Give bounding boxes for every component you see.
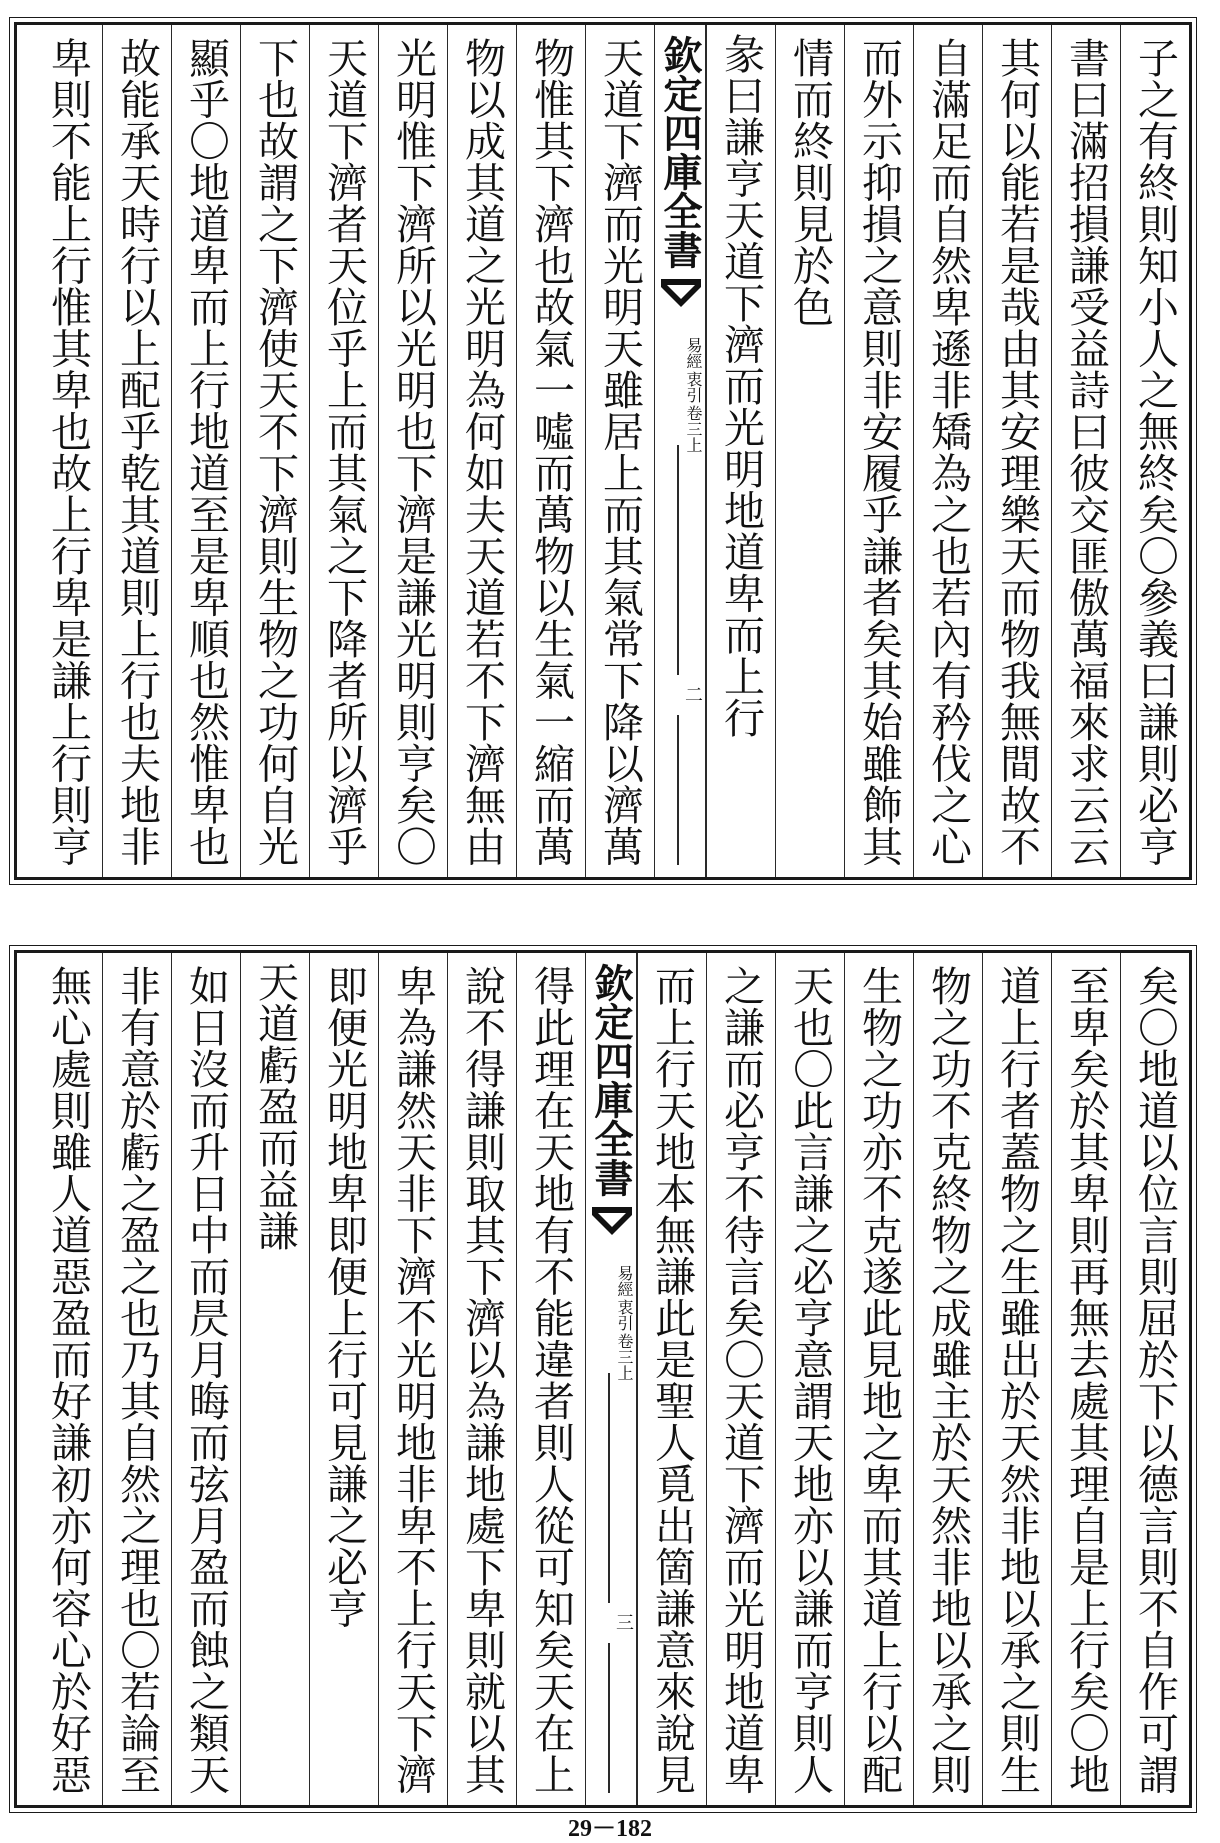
bottom-page	[14, 950, 1192, 1808]
center-band-rule	[677, 445, 679, 675]
book-subname: 衷引	[615, 1299, 634, 1331]
text-column: 書曰滿招損謙受益詩曰彼交匪傲萬福來求云云	[1051, 25, 1120, 877]
text-column: 物以成其道之光明為何如夫天道若不下濟無由	[447, 25, 516, 877]
fish-tail-mark-icon	[590, 1205, 634, 1239]
text-column: 顯乎〇地道卑而上行地道至是卑順也然惟卑也	[171, 25, 240, 877]
text-column: 故能承天時行以上配乎乾其道則上行也夫地非	[102, 25, 171, 877]
volume-label: 卷三上	[684, 405, 703, 453]
book-name: 易經	[684, 337, 703, 369]
text-column: 物之功不克終物之成雖主於天然非地以承之則	[913, 953, 982, 1805]
text-column: 情而終則見於色	[775, 25, 844, 877]
text-column: 道上行者蓋物之生雖出於天然非地以承之則生	[982, 953, 1051, 1805]
text-column: 至卑矣於其卑則再無去處其理自是上行矣〇地	[1051, 953, 1120, 1805]
text-column: 非有意於虧之盈之也乃其自然之理也〇若論至	[102, 953, 171, 1805]
folio-number: 二	[682, 685, 703, 703]
text-column: 說不得謙則取其下濟以為謙地處下卑則就以其	[447, 953, 516, 1805]
center-band	[585, 953, 637, 1805]
page-number-label: 29－182	[568, 1816, 652, 1842]
text-column: 矣〇地道以位言則屈於下以德言則不自作可謂	[1120, 953, 1189, 1805]
text-column: 如日沒而升日中而昃月晦而弦月盈而蝕之類天	[171, 953, 240, 1805]
text-column: 彖曰謙亨天道下濟而光明地道卑而上行	[706, 25, 775, 877]
book-name: 易經	[615, 1265, 634, 1297]
center-band	[654, 25, 706, 877]
text-column: 下也故謂之下濟使天不下濟則生物之功何自光	[240, 25, 309, 877]
top-page	[14, 22, 1192, 880]
bottom-page-columns	[17, 953, 1189, 1805]
text-column: 得此理在天地有不能違者則人從可知矣天在上	[516, 953, 585, 1805]
text-column: 生物之功亦不克遂此見地之卑而其道上行以配	[844, 953, 913, 1805]
center-band-section	[659, 337, 703, 453]
center-band-rule	[677, 715, 679, 865]
text-column: 天道虧盈而益謙	[240, 953, 309, 1805]
text-column: 子之有終則知小人之無終矣〇參義曰謙則必亨	[1120, 25, 1189, 877]
text-column: 卑為謙然天非下濟不光明地非卑不上行天下濟	[378, 953, 447, 1805]
text-column: 而上行天地本無謙此是聖人覓出箇謙意來說見	[637, 953, 706, 1805]
text-column: 天也〇此言謙之必亨意謂天地亦以謙而亨則人	[775, 953, 844, 1805]
text-column: 之謙而必亨不待言矣〇天道下濟而光明地道卑	[706, 953, 775, 1805]
center-band-title: 欽定四庫全書	[588, 963, 634, 1197]
text-column: 卑則不能上行惟其卑也故上行卑是謙上行則亨	[44, 37, 92, 867]
text-column: 其何以能若是哉由其安理樂天而物我無間故不	[982, 25, 1051, 877]
text-column: 天道下濟而光明天雖居上而其氣常下降以濟萬	[585, 25, 654, 877]
text-column: 天道下濟者天位乎上而其氣之下降者所以濟乎	[309, 25, 378, 877]
text-column: 即便光明地卑即便上行可見謙之必亨	[309, 953, 378, 1805]
text-column: 無心處則雖人道惡盈而好謙初亦何容心於好惡	[44, 965, 92, 1795]
center-band-title: 欽定四庫全書	[657, 35, 703, 269]
fish-tail-mark-icon	[659, 277, 703, 311]
center-band-rule	[608, 1373, 610, 1603]
folio-number: 三	[613, 1613, 634, 1631]
text-column: 而外示抑損之意則非安履乎謙者矣其始雖飾其	[844, 25, 913, 877]
book-subname: 衷引	[684, 371, 703, 403]
text-column: 自滿足而自然卑遜非矯為之也若內有矜伐之心	[913, 25, 982, 877]
top-page-columns	[17, 25, 1189, 877]
text-column: 光明惟下濟所以光明也下濟是謙光明則亨矣〇	[378, 25, 447, 877]
volume-label: 卷三上	[615, 1333, 634, 1381]
text-column: 物惟其下濟也故氣一噓而萬物以生氣一縮而萬	[516, 25, 585, 877]
center-band-section	[590, 1265, 634, 1381]
center-band-rule	[608, 1643, 610, 1793]
